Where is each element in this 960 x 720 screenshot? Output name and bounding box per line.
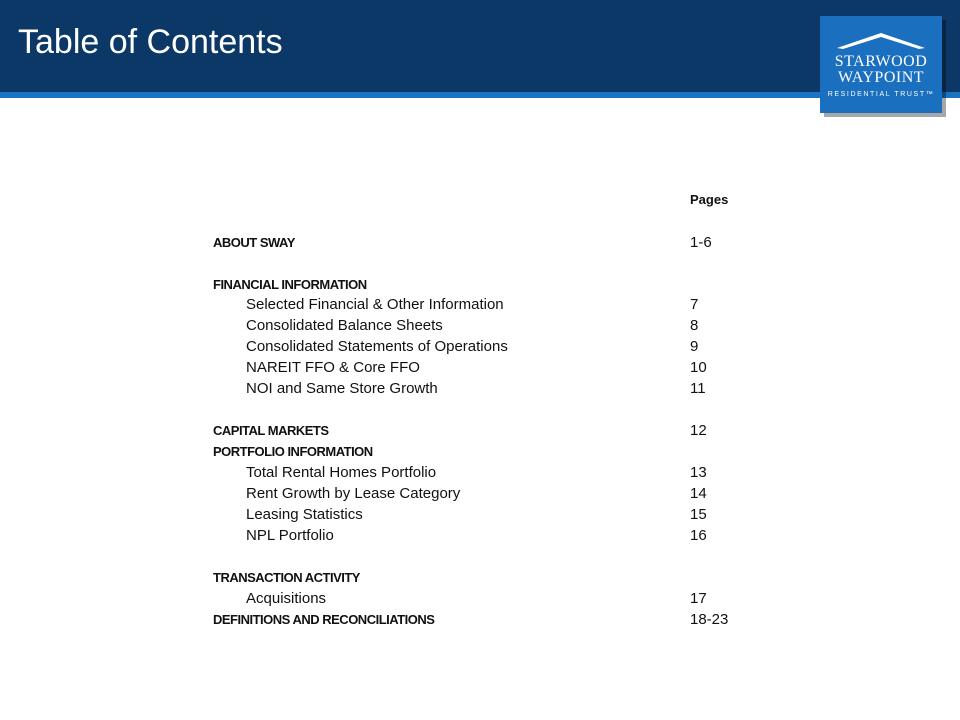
toc-section-row [0,609,960,630]
toc-item-label: Leasing Statistics [246,506,363,523]
company-logo [820,16,942,113]
toc-section-label: DEFINITIONS AND RECONCILIATIONS [213,612,435,627]
toc-item-label: NAREIT FFO & Core FFO [246,359,420,376]
toc-section-row [0,274,960,295]
toc-page-number: 12 [690,422,707,439]
toc-item-label: Selected Financial & Other Information [246,296,504,313]
toc-item-label: Consolidated Statements of Operations [246,338,508,355]
toc-section-label: CAPITAL MARKETS [213,423,329,438]
toc-section-label: TRANSACTION ACTIVITY [213,570,360,585]
toc-page-number: 1-6 [690,234,712,251]
toc-page-number: 18-23 [690,611,729,628]
roof-icon [837,32,925,50]
toc-page-number: 8 [690,317,699,334]
toc-page-number: 7 [690,296,699,313]
header-accent-stripe [0,92,960,98]
toc-page-number: 15 [690,506,707,523]
toc-item-row [0,525,960,546]
toc-section-label: PORTFOLIO INFORMATION [213,444,373,459]
toc-section-row [0,420,960,441]
toc-item-label: Consolidated Balance Sheets [246,317,443,334]
toc-item-row [0,357,960,378]
toc-section-row [0,567,960,588]
toc-item-label: NOI and Same Store Growth [246,380,438,397]
toc-item-label: NPL Portfolio [246,527,334,544]
toc-item-row [0,483,960,504]
logo-text-line1: STARWOOD [834,53,928,70]
toc-page-number: 9 [690,338,699,355]
toc-item-row [0,294,960,315]
toc-item-label: Total Rental Homes Portfolio [246,464,437,481]
logo-text-line2: WAYPOINT [837,69,925,86]
toc-page-number: 10 [690,359,707,376]
toc-page-number: 14 [690,485,707,502]
toc-item-row [0,588,960,609]
toc-page-number: 11 [690,380,706,397]
toc-item-label: Rent Growth by Lease Category [246,485,461,502]
toc-page-number: 13 [690,464,707,481]
toc-page-number: 16 [690,527,707,544]
toc-section-label: ABOUT SWAY [213,235,295,250]
toc-section-row [0,441,960,462]
toc-section-label: FINANCIAL INFORMATION [213,277,367,292]
toc-page-number: 17 [690,590,707,607]
toc-item-row [0,462,960,483]
logo-text-line3: RESIDENTIAL TRUST™ [827,91,935,98]
pages-column-header: Pages [690,192,729,207]
page-title: Table of Contents [18,23,283,61]
toc-item-row [0,315,960,336]
toc-item-row [0,504,960,525]
toc-item-label: Acquisitions [246,590,327,607]
toc-section-row [0,232,960,253]
toc-item-row [0,378,960,399]
toc-item-row [0,336,960,357]
